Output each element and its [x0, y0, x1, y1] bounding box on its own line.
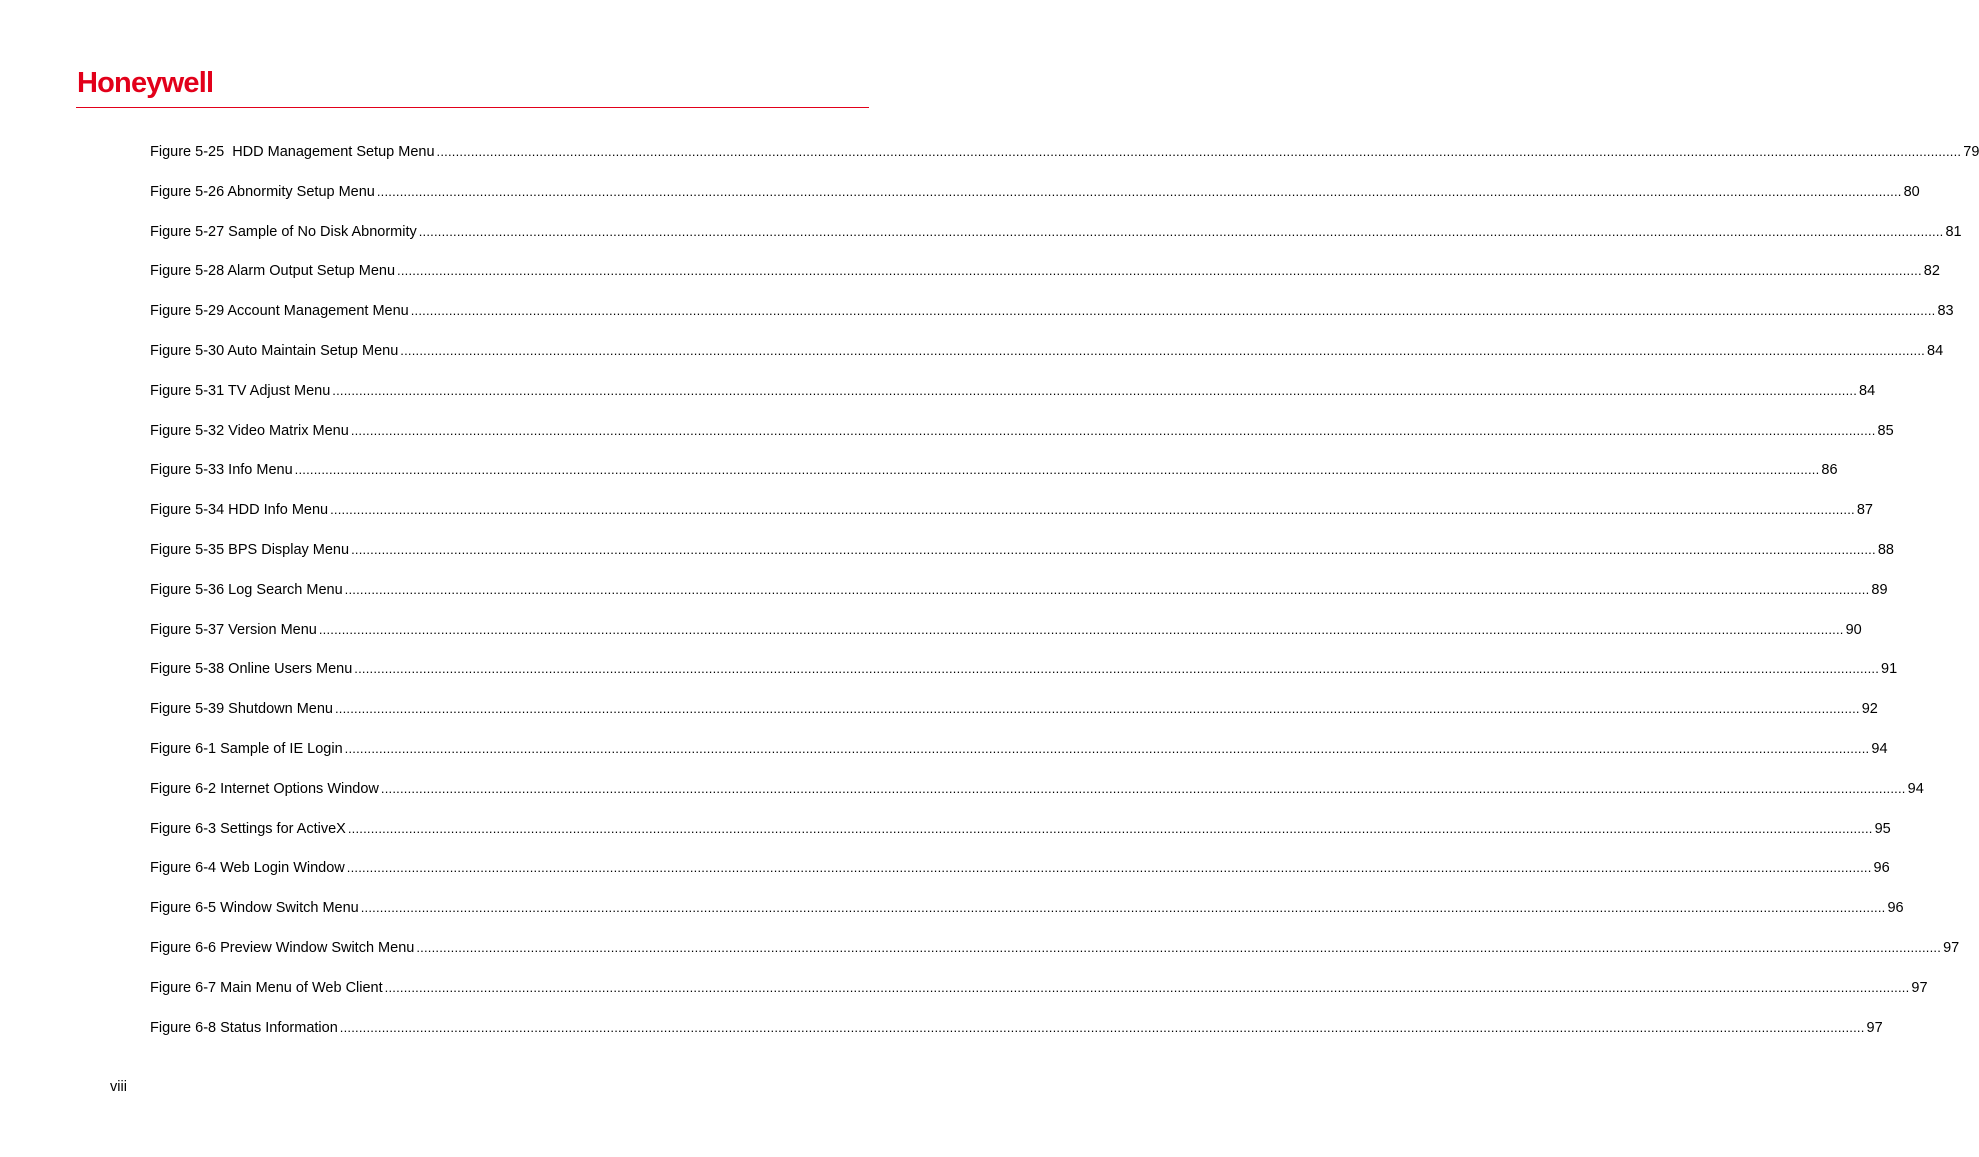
dot-leader: ................................................................................................................................................................................................................................................................................................................................................................................................................ — [346, 860, 1872, 876]
honeywell-logo: Honeywell — [77, 67, 214, 99]
dot-leader: ................................................................................................................................................................................................................................................................................................................................................................................................................ — [334, 701, 1860, 717]
dot-leader: ................................................................................................................................................................................................................................................................................................................................................................................................................ — [416, 939, 1942, 955]
toc-entry-label: Figure 5-31 TV Adjust Menu — [150, 382, 331, 399]
toc-entry-page: 84 — [1927, 342, 1944, 359]
toc-entry-page: 91 — [1881, 661, 1898, 678]
table-of-figures — [150, 142, 1979, 1057]
toc-entry[interactable] — [150, 978, 1928, 1018]
toc-entry-label: Figure 5-35 BPS Display Menu — [150, 541, 350, 558]
toc-entry[interactable] — [150, 222, 1962, 262]
toc-entry-label: Figure 5-26 Abnormity Setup Menu — [150, 183, 375, 200]
toc-entry-label: Figure 5-29 Account Management Menu — [150, 303, 409, 320]
toc-entry[interactable] — [150, 142, 1979, 182]
toc-entry-page: 92 — [1861, 701, 1878, 718]
toc-entry[interactable] — [150, 182, 1920, 222]
toc-entry-label: Figure 6-7 Main Menu of Web Client — [150, 979, 383, 996]
dot-leader: ................................................................................................................................................................................................................................................................................................................................................................................................................ — [436, 144, 1962, 159]
toc-entry-label: Figure 6-1 Sample of IE Login — [150, 740, 343, 757]
dot-leader: ................................................................................................................................................................................................................................................................................................................................................................................................................ — [418, 223, 1944, 239]
dot-leader: ................................................................................................................................................................................................................................................................................................................................................................................................................ — [347, 820, 1873, 836]
toc-entry[interactable] — [150, 699, 1878, 739]
toc-entry[interactable] — [150, 301, 1954, 341]
toc-entry-page: 95 — [1874, 820, 1891, 837]
toc-entry-page: 94 — [1907, 780, 1924, 797]
dot-leader: ................................................................................................................................................................................................................................................................................................................................................................................................................ — [400, 342, 1925, 358]
dot-leader: ................................................................................................................................................................................................................................................................................................................................................................................................................ — [339, 1019, 1865, 1035]
dot-leader: ................................................................................................................................................................................................................................................................................................................................................................................................................ — [344, 581, 1870, 597]
toc-entry-page: 87 — [1856, 502, 1873, 519]
dot-leader: ................................................................................................................................................................................................................................................................................................................................................................................................................ — [332, 382, 1858, 398]
toc-entry[interactable] — [150, 819, 1891, 859]
toc-entry-label: Figure 5-34 HDD Info Menu — [150, 502, 329, 519]
toc-entry-label: Figure 5-36 Log Search Menu — [150, 581, 343, 598]
toc-entry-label: Figure 5-32 Video Matrix Menu — [150, 422, 349, 439]
toc-entry[interactable] — [150, 1018, 1883, 1058]
toc-entry-page: 84 — [1859, 382, 1876, 399]
toc-entry[interactable] — [150, 898, 1904, 938]
toc-entry[interactable] — [150, 381, 1876, 421]
toc-entry-label: Figure 6-6 Preview Window Switch Menu — [150, 939, 415, 956]
toc-entry[interactable] — [150, 620, 1862, 660]
toc-entry-label: Figure 6-3 Settings for ActiveX — [150, 820, 346, 837]
toc-entry-label: Figure 5-38 Online Users Menu — [150, 661, 353, 678]
dot-leader: ................................................................................................................................................................................................................................................................................................................................................................................................................ — [344, 740, 1870, 756]
toc-entry-label: Figure 6-8 Status Information — [150, 1019, 338, 1036]
toc-entry-page: 83 — [1937, 303, 1954, 320]
dot-leader: ................................................................................................................................................................................................................................................................................................................................................................................................................ — [380, 780, 1906, 796]
toc-entry-page: 97 — [1866, 1019, 1883, 1036]
toc-entry[interactable] — [150, 659, 1898, 699]
toc-entry[interactable] — [150, 341, 1944, 381]
dot-leader: ................................................................................................................................................................................................................................................................................................................................................................................................................ — [376, 183, 1902, 199]
toc-entry-label: Figure 5-25 HDD Management Setup Menu — [150, 144, 435, 160]
toc-entry-label: Figure 5-27 Sample of No Disk Abnormity — [150, 223, 417, 240]
dot-leader: ................................................................................................................................................................................................................................................................................................................................................................................................................ — [351, 541, 1876, 557]
toc-entry-page: 89 — [1871, 581, 1888, 598]
dot-leader: ................................................................................................................................................................................................................................................................................................................................................................................................................ — [330, 502, 1855, 518]
dot-leader: ................................................................................................................................................................................................................................................................................................................................................................................................................ — [410, 303, 1936, 319]
toc-entry-label: Figure 5-33 Info Menu — [150, 462, 293, 479]
toc-entry-page: 82 — [1923, 263, 1940, 280]
toc-entry-page: 88 — [1877, 541, 1894, 558]
toc-entry-page: 86 — [1821, 462, 1838, 479]
toc-entry-page: 80 — [1903, 183, 1920, 200]
toc-entry[interactable] — [150, 779, 1924, 819]
toc-entry-page: 94 — [1871, 740, 1888, 757]
toc-entry[interactable] — [150, 858, 1890, 898]
toc-entry[interactable] — [150, 938, 1960, 978]
dot-leader: ................................................................................................................................................................................................................................................................................................................................................................................................................ — [397, 263, 1922, 279]
dot-leader: ................................................................................................................................................................................................................................................................................................................................................................................................................ — [360, 900, 1886, 916]
toc-entry-page: 96 — [1887, 900, 1904, 917]
toc-entry-label: Figure 5-30 Auto Maintain Setup Menu — [150, 342, 399, 359]
toc-entry-page: 79 — [1963, 144, 1979, 160]
toc-entry-label: Figure 5-37 Version Menu — [150, 621, 317, 638]
toc-entry[interactable] — [150, 540, 1894, 580]
dot-leader: ................................................................................................................................................................................................................................................................................................................................................................................................................ — [384, 979, 1910, 995]
page-number: viii — [110, 1079, 127, 1095]
toc-entry-label: Figure 6-2 Internet Options Window — [150, 780, 379, 797]
toc-entry-page: 90 — [1845, 621, 1862, 638]
toc-entry[interactable] — [150, 580, 1888, 620]
toc-entry-page: 96 — [1873, 860, 1890, 877]
toc-entry[interactable] — [150, 421, 1894, 461]
toc-entry-label: Figure 5-39 Shutdown Menu — [150, 701, 333, 718]
toc-entry-label: Figure 5-28 Alarm Output Setup Menu — [150, 263, 396, 280]
toc-entry-page: 97 — [1911, 979, 1928, 996]
toc-entry-page: 81 — [1945, 223, 1962, 240]
toc-entry[interactable] — [150, 261, 1940, 301]
dot-leader: ................................................................................................................................................................................................................................................................................................................................................................................................................ — [294, 462, 1820, 478]
dot-leader: ................................................................................................................................................................................................................................................................................................................................................................................................................ — [354, 661, 1880, 677]
toc-entry-label: Figure 6-5 Window Switch Menu — [150, 900, 359, 917]
toc-entry-label: Figure 6-4 Web Login Window — [150, 860, 345, 877]
dot-leader: ................................................................................................................................................................................................................................................................................................................................................................................................................ — [318, 621, 1844, 637]
dot-leader: ................................................................................................................................................................................................................................................................................................................................................................................................................ — [350, 422, 1876, 438]
header-rule — [76, 107, 869, 108]
toc-entry[interactable] — [150, 460, 1838, 500]
toc-entry[interactable] — [150, 739, 1888, 779]
toc-entry[interactable] — [150, 500, 1873, 540]
toc-entry-page: 97 — [1943, 939, 1960, 956]
toc-entry-page: 85 — [1877, 422, 1894, 439]
